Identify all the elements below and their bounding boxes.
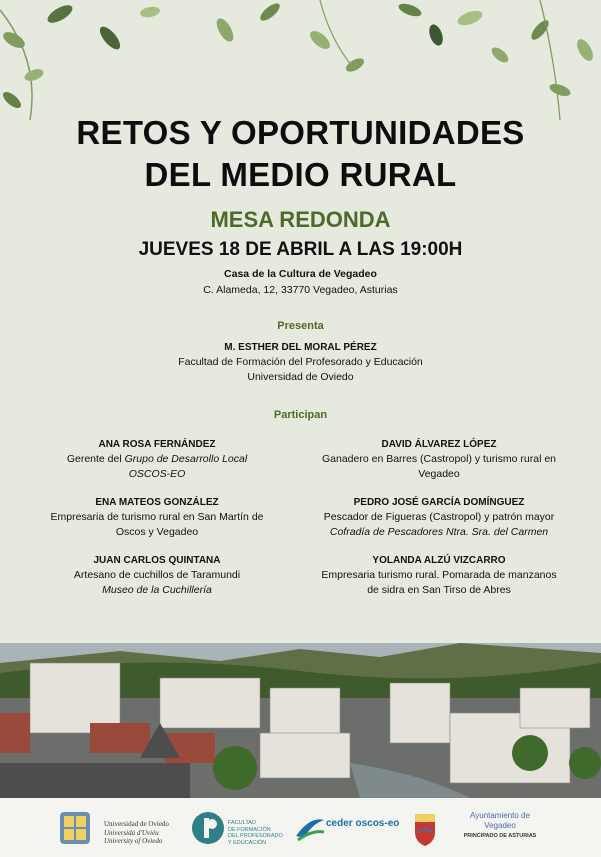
participant-role: Ganadero en Barres (Castropol) y turismo rural en (321, 453, 556, 465)
participant-card (12, 495, 302, 553)
participant-name: JUAN CARLOS QUINTANA (93, 555, 221, 566)
participant-role-2: Cofradía de Pescadores Ntra. Sra. del Carmen (329, 526, 549, 538)
facultad-logo-text: FACULTAD DE FORMACIÓN DEL PROFESORADO Y EDUCACIÓN (228, 820, 283, 846)
participan-label: Participan (273, 409, 328, 421)
participant-name: DAVID ÁLVAREZ LÓPEZ (381, 439, 497, 450)
event-date: JUEVES 18 DE ABRIL A LAS 19:00H (138, 239, 463, 260)
participants-grid (0, 437, 601, 607)
presenter-affiliation-1: Facultad de Formación del Profesorado y Educación (178, 356, 423, 368)
participant-role-2: Oscos y Vegadeo (115, 526, 199, 538)
university-crest-icon (54, 808, 96, 848)
participant-card (294, 553, 584, 611)
participant-name: PEDRO JOSÉ GARCÍA DOMÍNGUEZ (353, 497, 525, 508)
title-line-2: DEL MEDIO RURAL (144, 156, 457, 193)
presenter-block (0, 340, 601, 385)
ceder-logo-text: ceder oscos-eo (326, 818, 400, 829)
participant-card (294, 495, 584, 553)
presenter-name: M. ESTHER DEL MORAL PÉREZ (224, 342, 377, 353)
facultad-logo-icon (190, 808, 226, 848)
participant-role: Artesano de cuchillos de Taramundi (73, 569, 241, 581)
participant-card (12, 437, 302, 495)
event-address: C. Alameda, 12, 33770 Vegadeo, Asturias (203, 284, 398, 296)
ayuntamiento-logo-text: Ayuntamiento de Vegadeo PRINCIPADO DE ASTURIAS (463, 811, 537, 839)
participant-role-2: Museo de la Cuchillería (102, 584, 212, 596)
participant-name: ENA MATEOS GONZÁLEZ (95, 497, 219, 508)
event-title (0, 112, 601, 196)
participant-role-2: Vegadeo (418, 468, 460, 480)
sponsor-footer (0, 798, 601, 857)
participants-left-column (12, 437, 302, 611)
participant-name: YOLANDA ALZÚ VIZCARRO (372, 555, 506, 566)
participant-role-2: de sidra en San Tirso de Abres (367, 584, 511, 596)
vegadeo-coat-of-arms-icon (412, 808, 438, 848)
participant-card (12, 553, 302, 611)
participants-right-column (294, 437, 584, 611)
presenta-label: Presenta (277, 320, 324, 332)
presenter-affiliation-2: Universidad de Oviedo (247, 371, 354, 383)
participant-role: Empresaria de turismo rural en San Martín de (50, 511, 264, 523)
participant-role: Pescador de Figueras (Castropol) y patrón mayor (323, 511, 555, 523)
event-subtitle: MESA REDONDA (210, 207, 391, 232)
event-venue: Casa de la Cultura de Vegadeo (224, 268, 377, 280)
town-photo (0, 643, 601, 798)
participant-role: Empresaria turismo rural. Pomarada de manzanos (321, 569, 557, 581)
participant-role-2: OSCOS-EO (128, 468, 186, 480)
participant-role: Gerente del Grupo de Desarrollo Local (66, 453, 248, 465)
ceder-logo-icon (294, 808, 326, 848)
uniovi-logo-text: Universidad de Oviedo Universidá d'Uviéu University of Oviedo (104, 820, 169, 845)
participant-name: ANA ROSA FERNÁNDEZ (98, 439, 216, 450)
participant-card (294, 437, 584, 495)
title-line-1: RETOS Y OPORTUNIDADES (76, 114, 525, 151)
